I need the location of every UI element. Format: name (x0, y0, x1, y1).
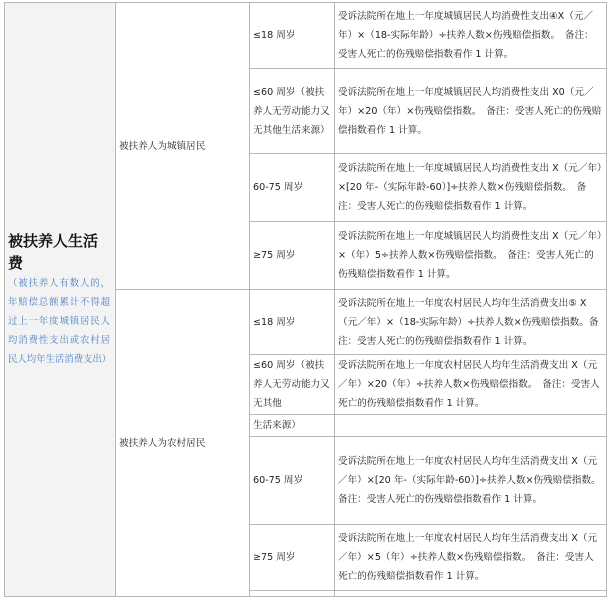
formula-cell: 受诉法院所在地上一年度农村居民人均年生活消费支出 X（元／年）×20（年）÷扶养人数×伤残赔偿指数。 备注：受害人死亡的伤残赔偿指数看作 1 计算。 (335, 355, 607, 415)
group-rural-label: 被扶养人为农村居民 (116, 290, 250, 597)
category-note: （被扶养人有数人的，年赔偿总额累计不得超过上一年度城镇居民人均消费性支出或农村居民人均年生活消费支出） (8, 278, 112, 365)
spacer-cell (335, 591, 607, 597)
category-title: 被扶养人生活费 (8, 232, 99, 272)
age-cell: ≤60 周岁（被扶养人无劳动能力又无其他生活来源） (250, 69, 335, 154)
age-cell: ≤18 周岁 (250, 290, 335, 355)
formula-cell: 受诉法院所在地上一年度城镇居民人均消费性支出 X（元／年）×（年）5÷扶养人数×伤残赔偿指数。 备注：受害人死亡的伤残赔偿指数看作 1 计算。 (335, 222, 607, 290)
age-cell: ≥75 周岁 (250, 525, 335, 591)
category-cell (5, 3, 116, 597)
formula-cell: 受诉法院所在地上一年度农村居民人均年生活消费支出 X（元／年）×5（年）÷扶养人数×伤残赔偿指数。 备注：受害人死亡的伤残赔偿指数看作 1 计算。 (335, 525, 607, 591)
formula-cell: 受诉法院所在地上一年度城镇居民人均消费性支出 X0（元／年）×20（年）×伤残赔偿指数。 备注：受害人死亡的伤残赔偿指数看作 1 计算。 (335, 69, 607, 154)
age-cell: 60-75 周岁 (250, 154, 335, 222)
age-cell: 生活来源） (250, 415, 335, 437)
formula-cell: 受诉法院所在地上一年度城镇居民人均消费性支出 X（元／年）×[20 年-（实际年龄-60）]÷扶养人数×伤残赔偿指数。 备注：受害人死亡的伤残赔偿指数看作 1 计算。 (335, 154, 607, 222)
age-cell: ≤60 周岁（被扶养人无劳动能力又无其他 (250, 355, 335, 415)
formula-note: 备注：受害人死亡的伤残赔偿指数看作 1 计算。 (338, 494, 543, 505)
group-urban-label: 被扶养人为城镇居民 (116, 3, 250, 290)
compensation-table (4, 2, 607, 597)
spacer-cell (250, 591, 335, 597)
formula-cell: 受诉法院所在地上一年度农村居民人均年生活消费支出⑤ X（元／年）×（18-实际年龄）÷扶养人数×伤残赔偿指数。备注：受害人死亡的伤残赔偿指数看作 1 计算。 (335, 290, 607, 355)
formula-cell (335, 415, 607, 437)
age-cell: ≤18 周岁 (250, 3, 335, 69)
formula-cell: 受诉法院所在地上一年度城镇居民人均消费性支出④X（元／年）×（18-实际年龄）÷扶养人数×伤残赔偿指数。 备注：受害人死亡的伤残赔偿指数看作 1 计算。 (335, 3, 607, 69)
table-row (5, 3, 607, 69)
formula-text: 受诉法院所在地上一年度农村居民人均年生活消费支出 X（元／年）×[20 年-（实际年龄-60）]÷扶养人数×伤残赔偿指数。 (338, 456, 601, 486)
age-cell: 60-75 周岁 (250, 437, 335, 525)
age-cell: ≥75 周岁 (250, 222, 335, 290)
formula-cell (335, 437, 607, 525)
